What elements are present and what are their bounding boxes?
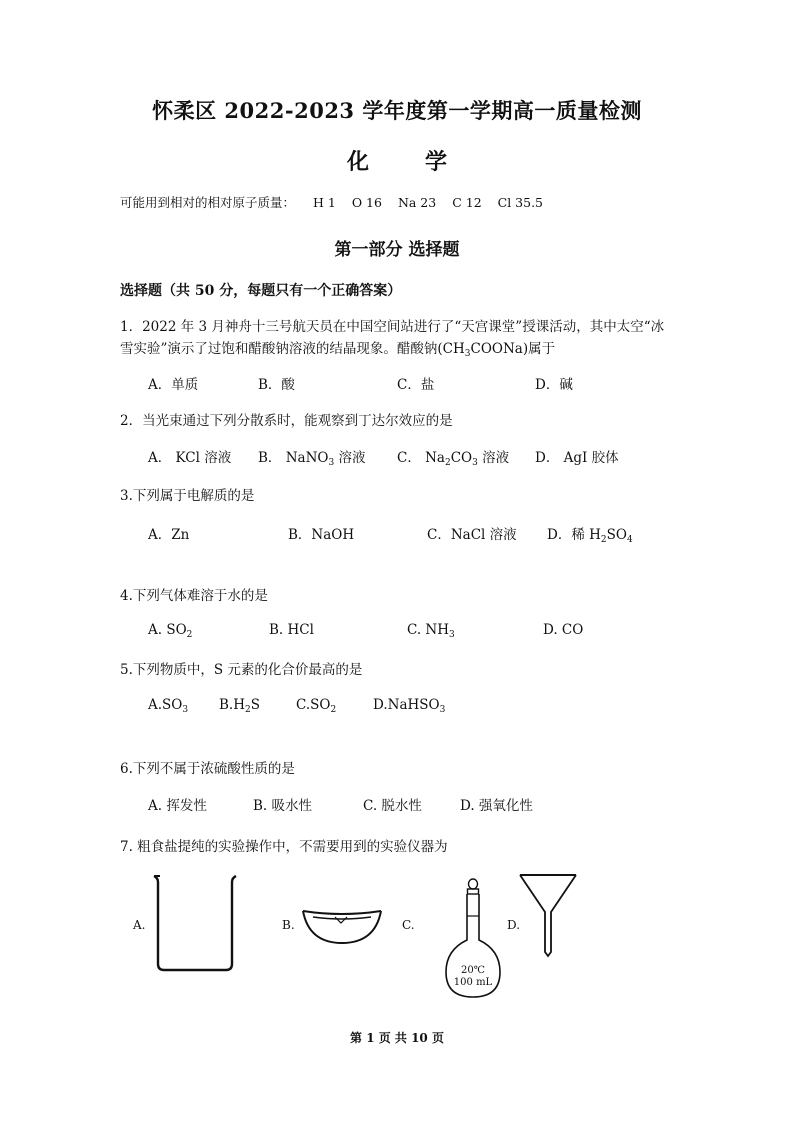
q6-option-b: B. 吸水性 (253, 798, 313, 814)
q6-stem: 6.下列不属于浓硫酸性质的是 (120, 761, 295, 777)
q3-option-a: A．Zn (148, 527, 190, 543)
q5-stem: 5.下列物质中，S 元素的化合价最高的是 (120, 662, 363, 678)
q3-option-d: D．稀 $H_2SO_4$ (547, 527, 633, 545)
mass-c: C 12 (452, 195, 482, 210)
q4-option-c: C. $NH_3$ (407, 622, 455, 640)
evaporating-dish-icon (301, 905, 383, 945)
q7-label-d: D. (507, 918, 521, 932)
subject-heading (0, 145, 794, 176)
q2-stem: 2．当光束通过下列分散系时，能观察到丁达尔效应的是 (120, 413, 453, 429)
q2-option-a: A． KCl 溶液 (148, 450, 232, 466)
exam-title: 怀柔区 2022-2023 学年度第一学期高一质量检测 (152, 98, 642, 123)
q5-option-c: $C.SO_2$ (296, 697, 337, 715)
q3-option-c: C．NaCl 溶液 (427, 527, 517, 543)
q3-option-b: B．NaOH (288, 527, 355, 543)
subject-char-2: 学 (425, 149, 448, 175)
funnel-icon (518, 872, 578, 958)
q7-stem: 7. 粗食盐提纯的实验操作中，不需要用到的实验仪器为 (120, 839, 448, 855)
q4-option-d: D. CO (543, 622, 584, 638)
part-heading: 第一部分 选择题 (334, 240, 460, 260)
masses-label: 可能用到相对的相对原子质量： (120, 195, 296, 210)
flask-temperature-label: 20℃ (461, 965, 485, 976)
q5-option-a: $A.SO_3$ (148, 697, 189, 715)
q3-stem: 3.下列属于电解质的是 (120, 488, 255, 504)
q1-option-d: D．碱 (535, 377, 573, 393)
q1-option-a: A．单质 (148, 377, 199, 393)
flask-volume-label: 100 mL (453, 977, 493, 988)
atomic-masses (120, 193, 555, 211)
q6-option-c: C. 脱水性 (363, 798, 422, 814)
mass-h: H 1 (313, 195, 336, 210)
q6-option-a: A. 挥发性 (148, 798, 207, 814)
mass-o: O 16 (351, 195, 382, 210)
q5-option-d: D.NaHSO$_3$ (373, 697, 446, 715)
section-instruction: 选择题（共 50 分，每题只有一个正确答案） (120, 283, 402, 299)
q6-option-d: D. 强氧化性 (460, 798, 533, 814)
q2-option-b: B． NaNO$_3$ 溶液 (258, 450, 366, 468)
q1-stem-line2: 雪实验”演示了过饱和醋酸钠溶液的结晶现象。醋酸钠$(CH_3COONa)$属于 (120, 341, 556, 359)
page-footer: 第 1 页 共 10 页 (350, 1031, 444, 1045)
beaker-icon (152, 874, 238, 974)
q2-option-c: C． $Na_2CO_3$ 溶液 (397, 450, 510, 468)
mass-na: Na 23 (397, 195, 437, 210)
q4-option-b: B. HCl (269, 622, 314, 638)
q5-option-b: $B.H_2S$ (219, 697, 260, 715)
q7-label-a: A. (133, 918, 146, 932)
q1-stem-line1: 1．2022 年 3 月神舟十三号航天员在中国空间站进行了“天宫课堂”授课活动，其中太空“冰 (120, 319, 665, 335)
q7-label-b: B. (282, 918, 295, 932)
volumetric-flask-icon (442, 878, 504, 1000)
q1-option-c: C．盐 (397, 377, 435, 393)
q7-label-c: C. (402, 918, 415, 932)
q1-option-b: B．酸 (258, 377, 295, 393)
q4-stem: 4.下列气体难溶于水的是 (120, 588, 268, 604)
subject-char-1: 化 (346, 149, 369, 175)
mass-cl: Cl 35.5 (497, 195, 544, 210)
q2-option-d: D． AgI 胶体 (535, 450, 619, 466)
q4-option-a: A. $SO_2$ (148, 622, 193, 640)
